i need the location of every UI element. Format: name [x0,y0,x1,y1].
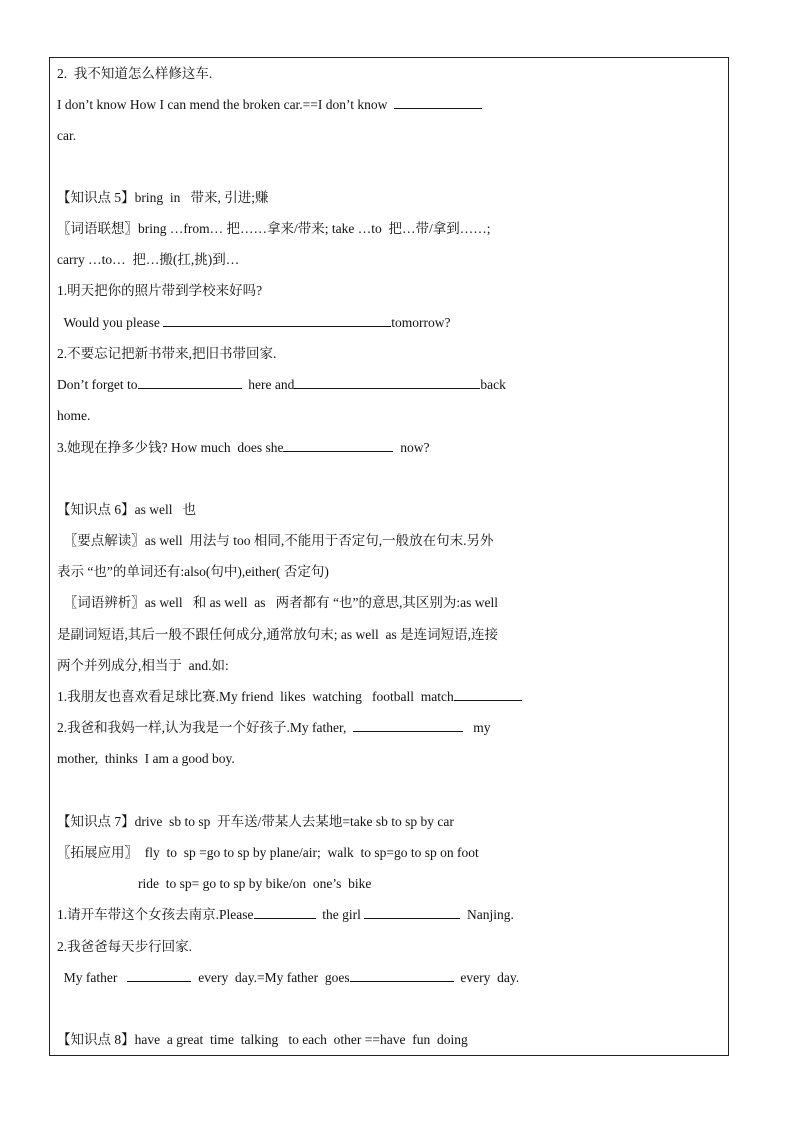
line-text: 〖拓展应用〗 fly to sp =go to sp by plane/air; walk to sp=go to sp on foot [57,845,479,860]
answer-blank[interactable] [353,720,463,732]
text-line [57,128,76,144]
text-line [57,845,479,861]
line-text: now? [393,440,430,455]
line-text: 1.请开车带这个女孩去南京.Please [57,907,254,922]
text-line [57,564,329,580]
line-text: 2. 我不知道怎么样修这车. [57,66,213,81]
line-text: 2.我爸爸每天步行回家. [57,939,192,954]
text-line [57,377,506,393]
text-line [57,252,239,268]
line-text: 〖词语辨析〗as well 和 as well as 两者都有 “也”的意思,其区别为:as well [57,595,498,610]
answer-blank[interactable] [283,440,393,452]
answer-blank[interactable] [127,970,191,982]
answer-blank[interactable] [294,377,480,389]
line-text: 1.我朋友也喜欢看足球比赛.My friend likes watching football match [57,689,454,704]
line-text: 〖要点解读〗as well 用法与 too 相同,不能用于否定句,一般放在句末.另外 [57,533,494,548]
line-text: my [463,720,491,735]
text-line [57,939,192,955]
line-text: 【知识点 6】as well 也 [57,502,197,517]
line-text: 2.不要忘记把新书带来,把旧书带回家. [57,346,277,361]
line-text: 两个并列成分,相当于 and.如: [57,658,229,673]
line-text: every day.=My father goes [191,970,350,985]
text-line [57,1032,468,1048]
line-text: every day. [453,970,520,985]
line-text: 1.明天把你的照片带到学校来好吗? [57,283,263,298]
line-text: 【知识点 8】have a great time talking to each other ==have fun doing [57,1032,468,1047]
text-line [57,190,269,206]
text-line [57,346,276,362]
line-text: 〖词语联想〗bring …from… 把……拿来/带来; take …to 把…带/拿到……; [57,221,491,236]
line-text: home. [57,408,91,423]
text-line [57,283,262,299]
text-line [57,97,482,113]
text-line [57,876,371,892]
answer-blank[interactable] [454,689,522,701]
line-text: 【知识点 5】bring in 带来, 引进;赚 [57,190,269,205]
text-line [57,408,90,424]
text-line [57,440,429,456]
text-line [57,720,490,736]
line-text: 3.她现在挣多少钱? How much does she [57,440,284,455]
text-line [57,66,212,82]
line-text: 【知识点 7】drive sb to sp 开车送/带某人去某地=take sb to sp by car [57,814,454,829]
line-text: mother, thinks I am a good boy. [57,751,235,766]
text-line [57,814,454,830]
line-text: the girl [315,907,365,922]
answer-blank[interactable] [163,315,391,327]
text-line [57,627,498,643]
answer-blank[interactable] [350,970,454,982]
text-line [57,533,494,549]
line-text: back [480,377,506,392]
line-text: Don’t forget to [57,377,138,392]
text-line [57,970,519,986]
line-text: tomorrow? [391,315,451,330]
line-text: 是副词短语,其后一般不跟任何成分,通常放句末; as well as 是连词短语,连接 [57,627,498,642]
answer-blank[interactable] [394,97,482,109]
answer-blank[interactable] [138,377,242,389]
line-text: I don’t know How I can mend the broken car.==I don’t know [57,97,395,112]
line-text: Would you please [57,315,164,330]
answer-blank[interactable] [254,907,316,919]
text-line [57,221,490,237]
answer-blank[interactable] [364,907,460,919]
line-text: carry …to… 把…搬(扛,挑)到… [57,252,240,267]
line-text: My father [57,970,128,985]
line-text: 2.我爸和我妈一样,认为我是一个好孩子.My father, [57,720,354,735]
text-line [57,689,522,705]
text-line [57,751,235,767]
line-text: Nanjing. [460,907,514,922]
text-line [57,658,229,674]
text-line [57,315,451,331]
line-text: here and [241,377,295,392]
line-text: car. [57,128,77,143]
line-text: ride to sp= go to sp by bike/on one’s bike [57,876,372,891]
text-line [57,502,196,518]
line-text: 表示 “也”的单词还有:also(句中),either( 否定句) [57,564,329,579]
text-line [57,907,514,923]
text-line [57,595,498,611]
